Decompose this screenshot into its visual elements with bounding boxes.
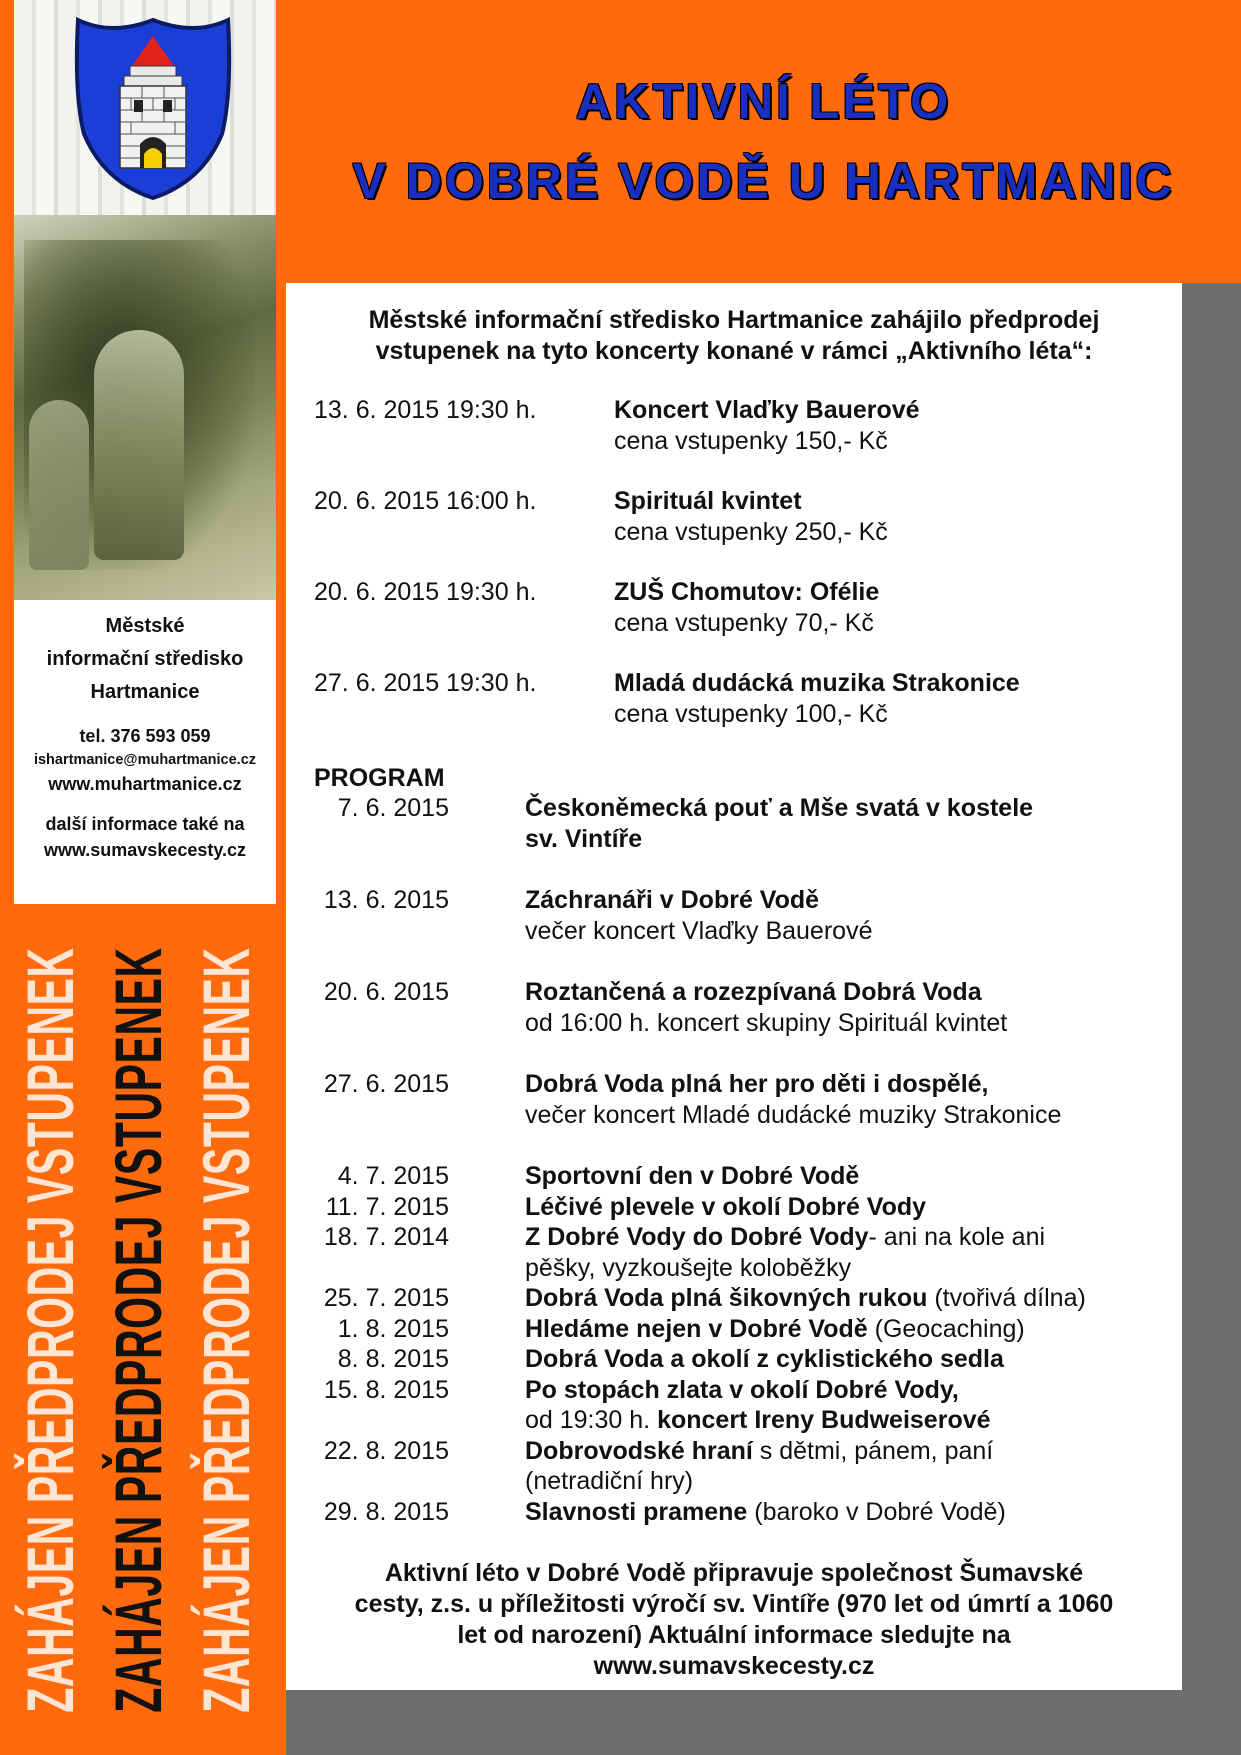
program-note: s dětmi, pánem, paní [752, 1436, 994, 1465]
program-title: Léčivé plevele v okolí Dobré Vody [525, 1192, 927, 1221]
concert-date: 13. 6. 2015 19:30 h. [314, 396, 537, 424]
concert-list [314, 395, 1164, 759]
program-title: Českoněmecká pouť a Mše svatá v kostele [525, 794, 1034, 822]
concert-name: ZUŠ Chomutov: Ofélie [614, 578, 880, 606]
program-date: 27. 6. 2015 [323, 1070, 449, 1098]
program-date: 15. 8. 2015 [323, 1375, 449, 1404]
footer-line2: cesty, z.s. u příležitosti výročí sv. Vintíře (970 let od úmrtí a 1060 [354, 1590, 1114, 1618]
contact-web-link[interactable]: www.muhartmanice.cz [48, 774, 242, 794]
title-line1: AKTIVNÍ LÉTO [575, 75, 952, 129]
intro-line2: vstupenek na tyto koncerty konané v rámci „Aktivního léta“: [375, 337, 1093, 365]
program-note: (tvořivá dílna) [927, 1284, 1086, 1312]
town-coat-of-arms [72, 14, 234, 202]
program-title: Sportovní den v Dobré Vodě [525, 1162, 860, 1190]
program-item [314, 1192, 1174, 1223]
program-heading: PROGRAM [314, 764, 445, 792]
footer-web-link[interactable]: www.sumavskecesty.cz [593, 1652, 875, 1680]
program-date: 18. 7. 2014 [323, 1223, 449, 1251]
contact-name-line2: informační středisko [46, 648, 244, 670]
program-date: 25. 7. 2015 [323, 1284, 449, 1312]
concert-date: 27. 6. 2015 19:30 h. [314, 669, 537, 697]
concert-item [314, 577, 1164, 668]
program-date: 7. 6. 2015 [337, 794, 449, 822]
contact-name-line1: Městské [105, 615, 185, 637]
concert-name: Koncert Vlaďky Bauerové [614, 396, 920, 424]
program-title: Dobrovodské hraní [525, 1436, 753, 1465]
program-note: od 16:00 h. koncert skupiny Spirituál kvintet [525, 1008, 1008, 1037]
concert-item [314, 486, 1164, 577]
program-note: (Geocaching) [867, 1314, 1025, 1343]
program-item [314, 1344, 1174, 1375]
program-item [314, 1069, 1174, 1130]
program-date: 4. 7. 2015 [337, 1162, 449, 1190]
program-date: 8. 8. 2015 [337, 1345, 449, 1373]
program-date: 29. 8. 2015 [323, 1497, 449, 1526]
concert-name: Mladá dudácká muzika Strakonice [614, 669, 1020, 697]
gray-band-bottom [286, 1690, 1241, 1755]
contact-box [14, 600, 276, 904]
program-item [314, 1161, 1174, 1192]
program-date: 20. 6. 2015 [323, 978, 449, 1006]
program-title: Hledáme nejen v Dobré Vodě [525, 1314, 868, 1343]
more-info-web-link[interactable]: www.sumavskecesty.cz [43, 840, 247, 860]
program-title-cont: sv. Vintíře [525, 824, 643, 853]
footer-line1: Aktivní léto v Dobré Vodě připravuje společnost Šumavské [384, 1559, 1084, 1587]
main-content [286, 283, 1182, 1690]
program-item [314, 1314, 1174, 1345]
program-note: - ani na kole ani [868, 1223, 1046, 1251]
program-note: (netradiční hry) [525, 1467, 694, 1495]
concert-price: cena vstupenky 70,- Kč [614, 609, 874, 637]
footer-text [286, 1558, 1182, 1682]
concert-item [314, 395, 1164, 486]
presale-banners [0, 904, 286, 1755]
program-date: 1. 8. 2015 [337, 1314, 449, 1343]
left-column [0, 0, 286, 1755]
program-title-cont: koncert Ireny Budweiserové [657, 1406, 991, 1434]
concert-price: cena vstupenky 250,- Kč [614, 518, 888, 546]
presale-banner: ZAHÁJEN PŘEDPRODEJ VSTUPENEK [13, 946, 87, 1713]
photo-statue-figure [29, 400, 89, 570]
concert-price: cena vstupenky 150,- Kč [614, 427, 888, 455]
program-note: večer koncert Vlaďky Bauerové [525, 916, 873, 945]
program-item [314, 1375, 1174, 1436]
presale-banner: ZAHÁJEN PŘEDPRODEJ VSTUPENEK [101, 946, 175, 1713]
intro-text [286, 305, 1182, 367]
contact-email[interactable]: ishartmanice@muhartmanice.cz [33, 752, 257, 768]
concert-date: 20. 6. 2015 19:30 h. [314, 578, 537, 606]
program-note: od 19:30 h. [525, 1406, 658, 1434]
program-title: Dobrá Voda plná šikovných rukou [525, 1284, 928, 1312]
page-title [286, 62, 1241, 220]
program-date: 13. 6. 2015 [323, 886, 449, 914]
program-note: pěšky, vyzkoušejte koloběžky [525, 1253, 852, 1282]
photo-statue-figure [94, 330, 184, 560]
gray-band-right [1182, 283, 1241, 1755]
presale-banner: ZAHÁJEN PŘEDPRODEJ VSTUPENEK [189, 946, 263, 1713]
program-title: Roztančená a rozezpívaná Dobrá Voda [525, 978, 982, 1006]
program-date: 11. 7. 2015 [325, 1192, 449, 1221]
concert-item [314, 668, 1164, 759]
concert-name: Spirituál kvintet [614, 487, 802, 515]
program-item [314, 977, 1174, 1038]
program-item [314, 1283, 1174, 1314]
concert-date: 20. 6. 2015 16:00 h. [314, 487, 537, 515]
program-note: (baroko v Dobré Vodě) [747, 1497, 1006, 1526]
program-title: Záchranáři v Dobré Vodě [525, 886, 820, 914]
program-title: Slavnosti pramene [525, 1497, 748, 1526]
program-title: Dobrá Voda a okolí z cyklistického sedla [525, 1345, 1004, 1373]
program-item [314, 885, 1174, 946]
contact-name-line3: Hartmanice [90, 681, 200, 703]
intro-line1: Městské informační středisko Hartmanice zahájilo předprodej [368, 306, 1100, 334]
title-line2: V DOBRÉ VODĚ U HARTMANIC [352, 153, 1175, 209]
program-item [314, 1222, 1174, 1283]
program-title: Po stopách zlata v okolí Dobré Vody, [525, 1375, 959, 1404]
program-item [314, 1497, 1174, 1528]
statue-photo [14, 0, 276, 600]
program-note: večer koncert Mladé dudácké muziky Strakonice [525, 1100, 1062, 1129]
footer-line3: let od narození) Aktuální informace sledujte na [457, 1621, 1011, 1649]
concert-price: cena vstupenky 100,- Kč [614, 700, 888, 728]
program-title: Z Dobré Vody do Dobré Vody [525, 1223, 869, 1251]
program-list [314, 763, 1174, 1527]
contact-phone: tel. 376 593 059 [79, 726, 211, 746]
program-title: Dobrá Voda plná her pro děti i dospělé, [525, 1070, 989, 1098]
program-date: 22. 8. 2015 [323, 1436, 449, 1465]
more-info-label: další informace také na [45, 814, 245, 834]
program-item [314, 1436, 1174, 1497]
program-item [314, 793, 1174, 854]
